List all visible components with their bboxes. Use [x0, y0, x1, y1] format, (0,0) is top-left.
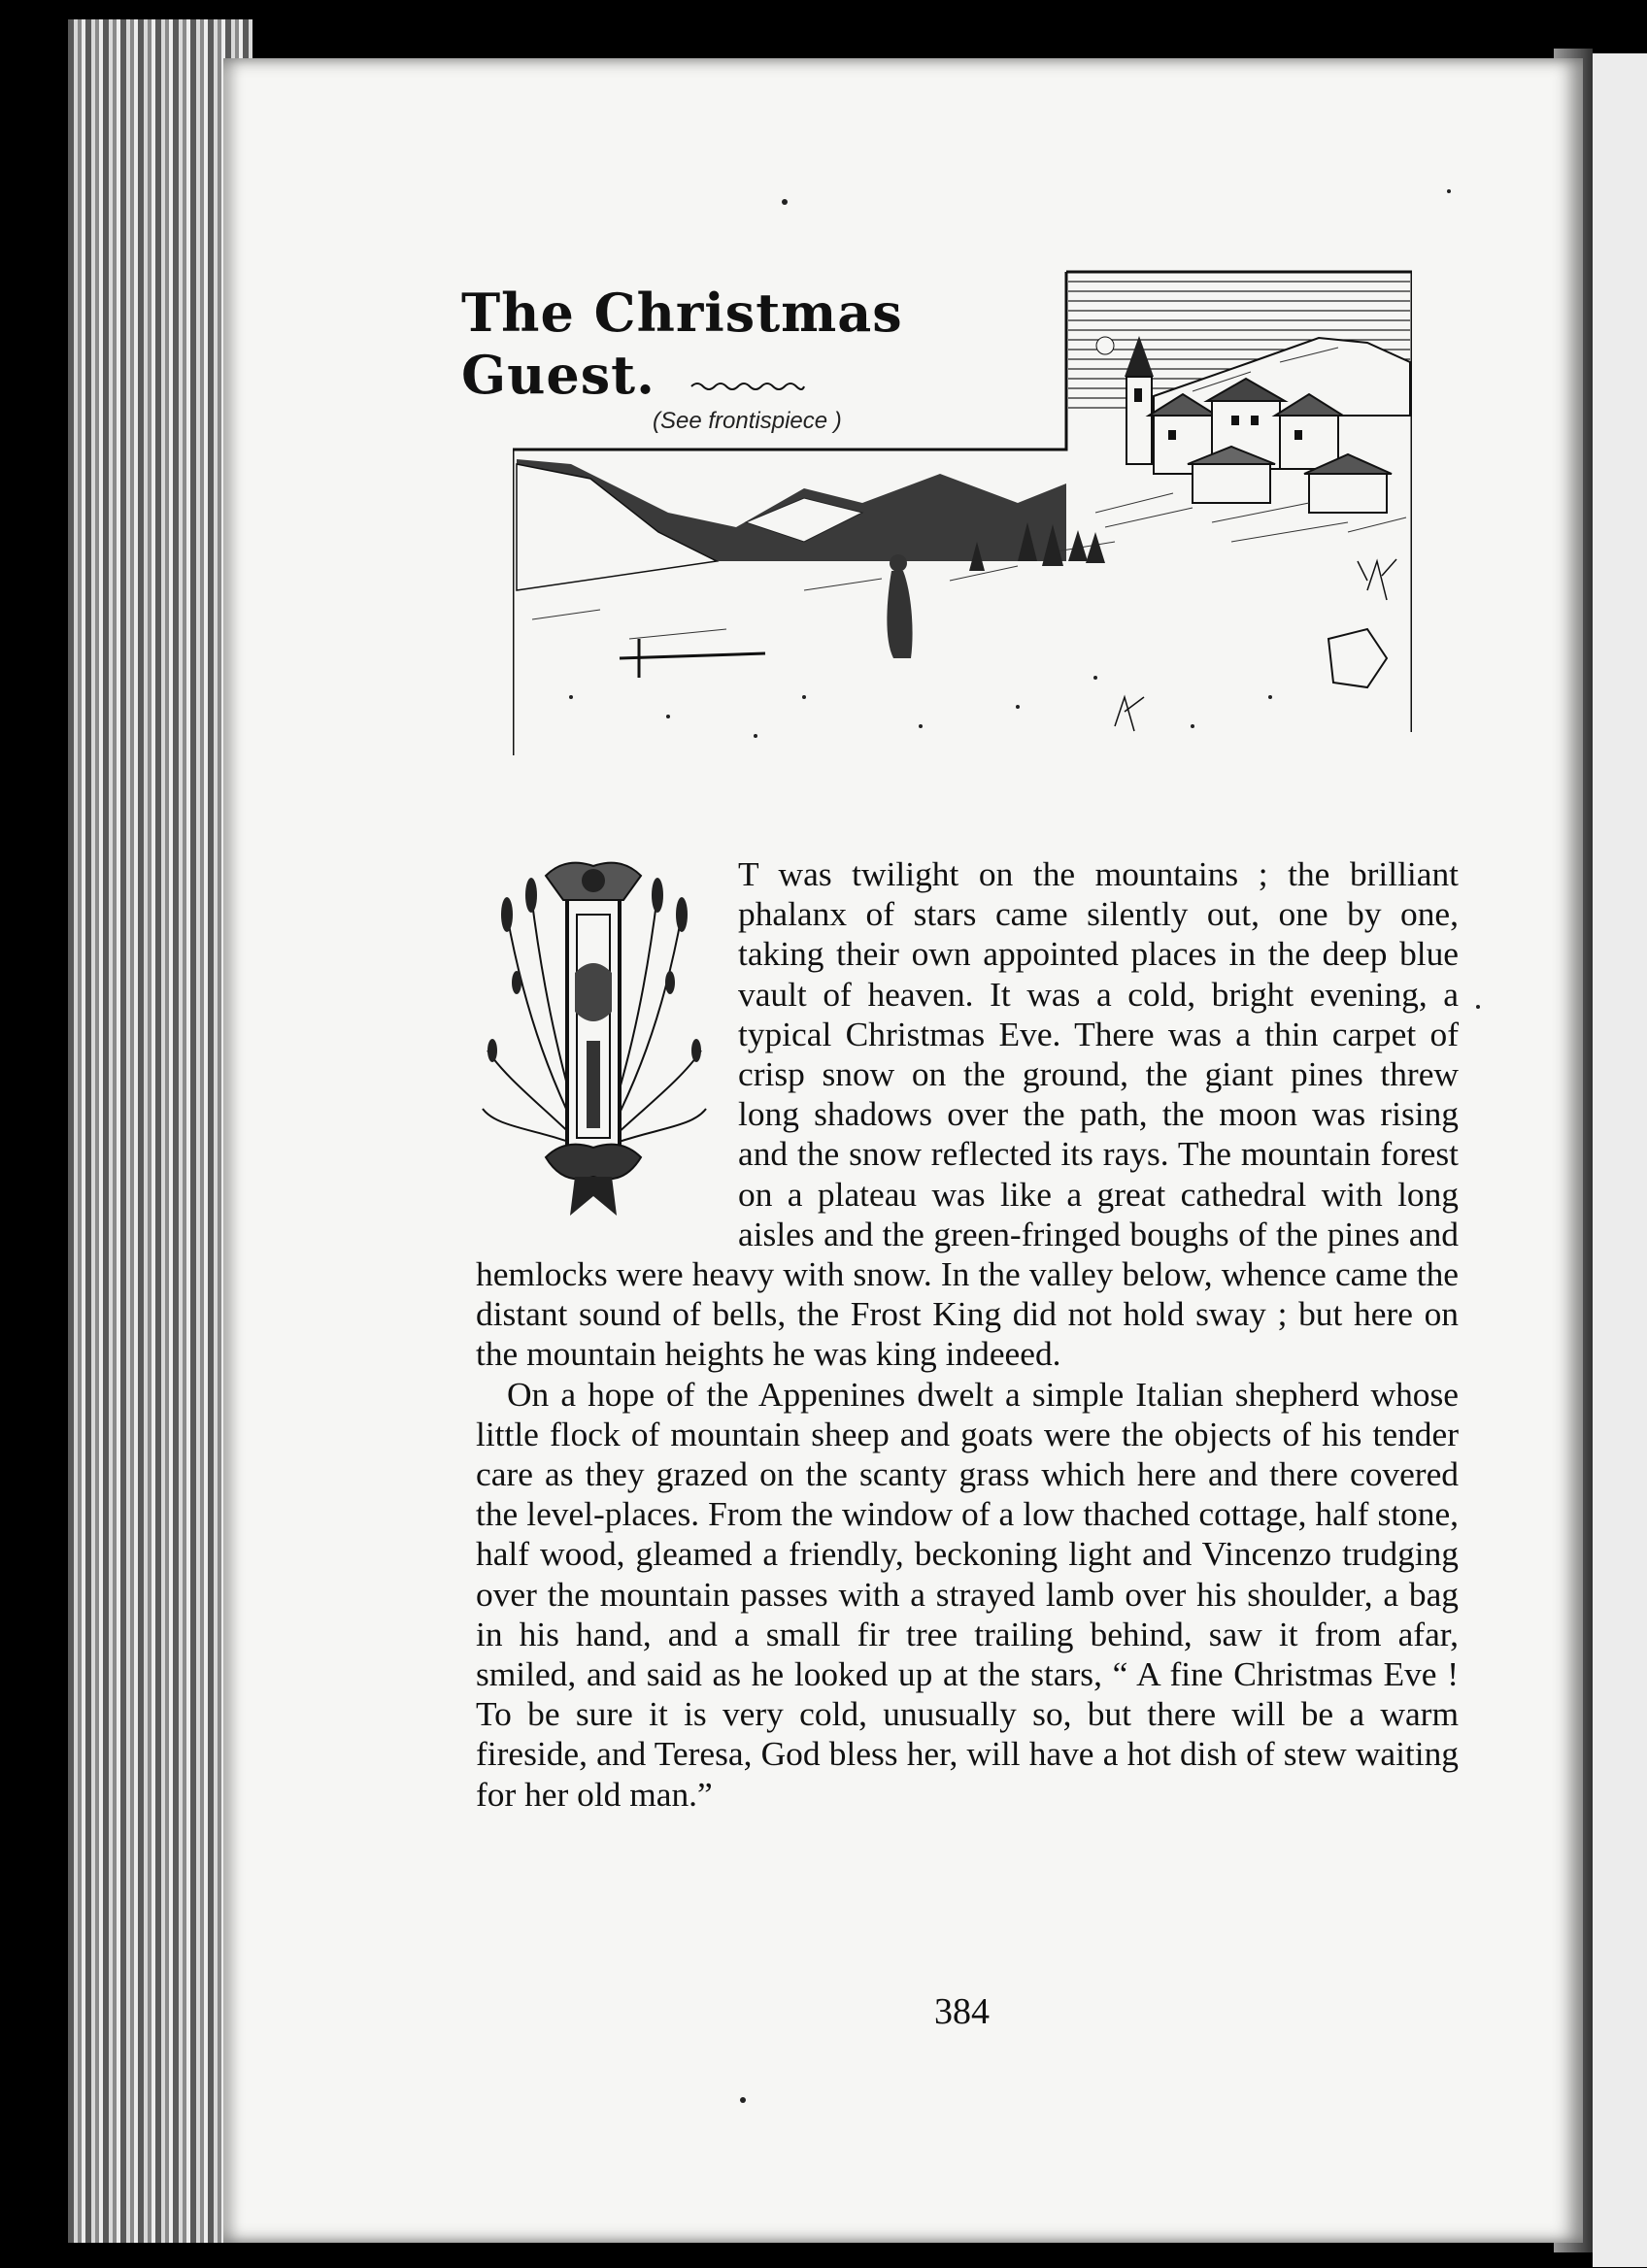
ink-speck	[1476, 1005, 1480, 1009]
page-number: 384	[934, 1991, 990, 2032]
paragraph-2: On a hope of the Appenines dwelt a simple Italian shepherd whose little flock of mountain sheep and goats were the objects of his tender care as they grazed on the scanty grass which here and there covered the level-places. From the window of a low thached cottage, half stone, half wood, gleamed a friendly, beckoning light and Vincenzo trudging over the mountain passes with a strayed lamb over his shoulder, a bag in his hand, and a small fir tree trailing behind, saw it from afar, smiled, and said as he looked up at the stars, “ A fine Christmas Eve ! To be sure it is very cold, unusually so, but there will be a warm fireside, and Teresa, God bless her, will have a hot dish of stew waiting for her old man.”	[476, 1374, 1459, 1814]
facing-page-edge	[1593, 53, 1647, 2267]
frontispiece-note: (See frontispiece )	[653, 408, 842, 434]
article-body	[476, 854, 1459, 1815]
chapter-title: The Christmas Guest.	[461, 282, 903, 406]
ink-speck	[1447, 189, 1451, 193]
ink-speck	[740, 2097, 746, 2103]
ink-speck	[782, 199, 788, 205]
paragraph-1: T was twilight on the mountains ; the brilliant phalanx of stars came silently out, one by one, taking their own appointed places in the deep blue vault of heaven. It was a cold, bright evening, a typical Christmas Eve. There was a thin carpet of crisp snow on the ground, the giant pines threw long shadows over the path, the moon was rising and the snow reflected its rays. The mountain forest on a plateau was like a great cathedral with long aisles and the green-fringed boughs of the pines and hemlocks were heavy with snow. In the valley below, whence came the distant sound of bells, the Frost King did not hold sway ; but here on the mountain heights he was king indeeed.	[476, 854, 1459, 1374]
wavy-ornament	[689, 379, 806, 394]
drop-cap-space	[476, 854, 738, 1254]
